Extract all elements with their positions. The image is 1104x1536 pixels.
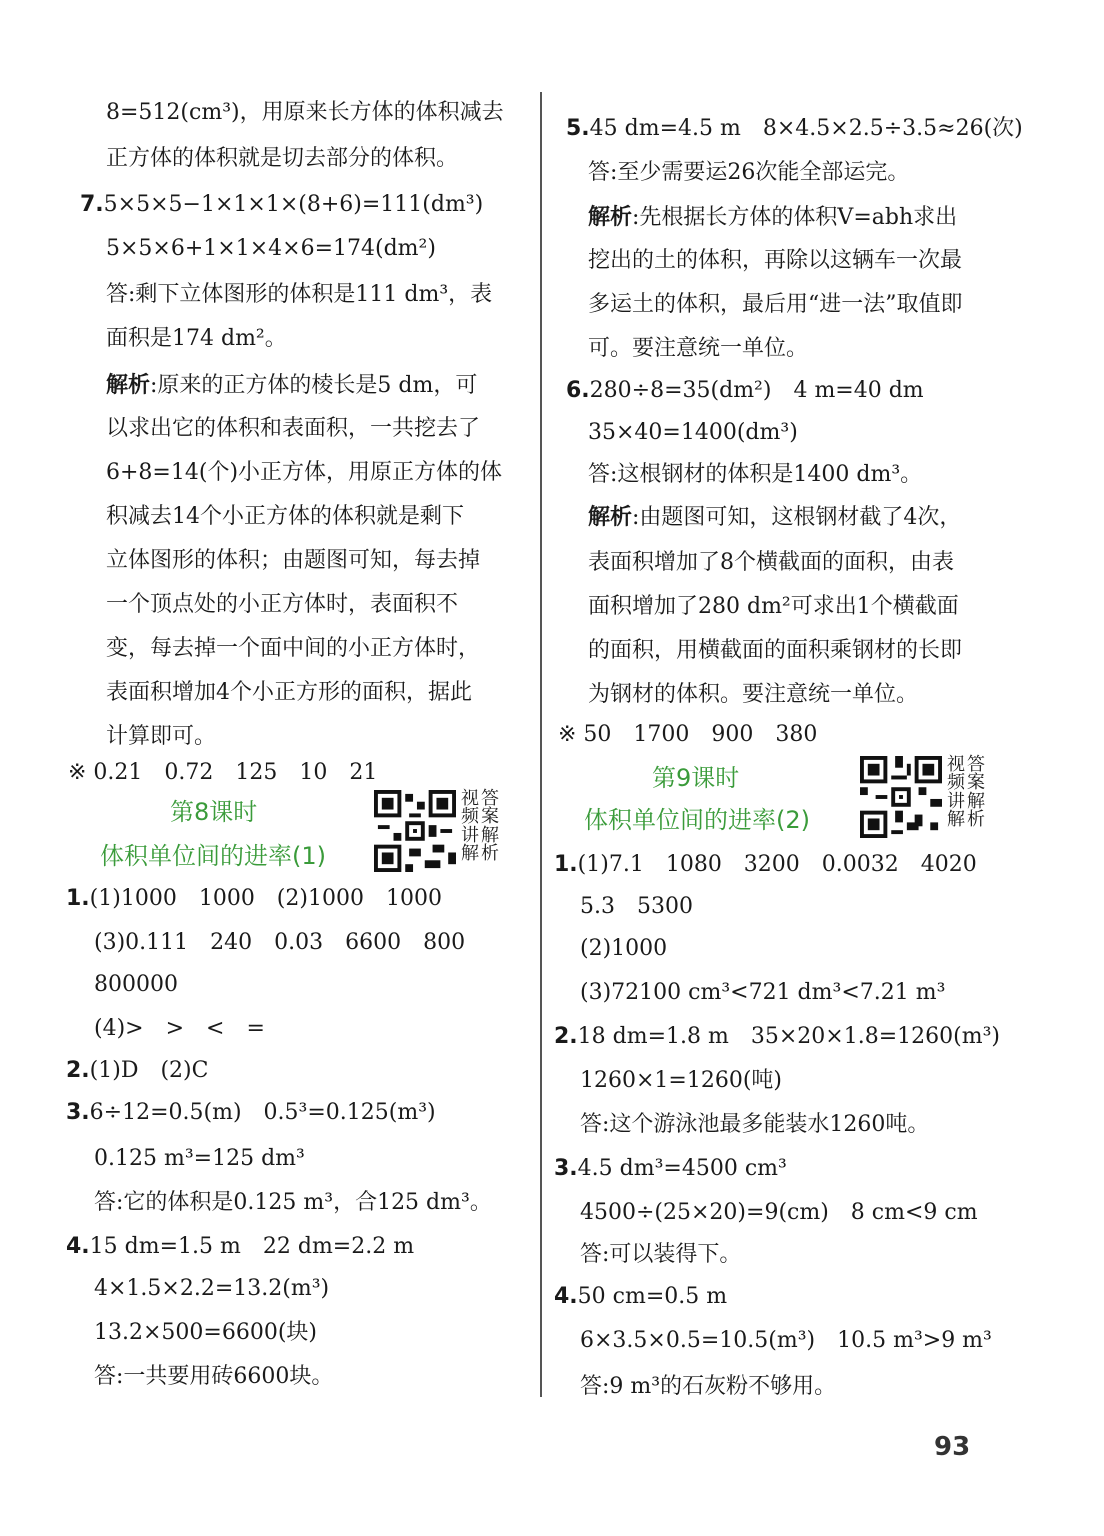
section-heading: [170, 798, 257, 827]
qr-label-char: 视: [461, 788, 479, 809]
answer-line: [588, 336, 808, 362]
line-text: 5.3 5300: [580, 894, 693, 919]
line-text: 13.2×500=6600(块): [94, 1320, 317, 1345]
line-text: 6×3.5×0.5=10.5(m³) 10.5 m³>9 m³: [580, 1328, 992, 1353]
answer-line: [94, 1016, 265, 1042]
line-text: :原来的正方体的棱长是5 dm，可: [150, 373, 478, 398]
answer-line: [66, 1234, 414, 1260]
line-text: 表面积增加4个小正方形的面积，据此: [106, 680, 472, 705]
answer-line: [66, 886, 442, 912]
column-divider: [540, 92, 542, 1397]
line-text: 答:剩下立体图形的体积是111 dm³，表: [106, 282, 493, 307]
qr-code-icon: [374, 790, 456, 872]
line-text: 答:它的体积是0.125 m³，合125 dm³。: [94, 1190, 492, 1215]
answer-line: [66, 1058, 208, 1084]
answer-line: [94, 1146, 305, 1172]
answer-line: [588, 550, 954, 576]
answer-line: [94, 1276, 329, 1302]
answer-line: [554, 1284, 727, 1310]
answer-line: [106, 724, 216, 750]
page-number: 93: [934, 1432, 971, 1462]
line-text: (1)1000 1000 (2)1000 1000: [89, 886, 442, 911]
line-text: 8=512(cm³)，用原来长方体的体积减去: [106, 100, 504, 125]
line-text: 答:这根钢材的体积是1400 dm³。: [588, 462, 923, 487]
qr-label-char: 答: [481, 788, 499, 809]
answer-line: [580, 1112, 929, 1138]
answer-line: [588, 292, 963, 318]
answer-line: [588, 462, 922, 488]
answer-line: [68, 760, 377, 786]
answer-line: [94, 1364, 333, 1390]
answer-line: [94, 930, 465, 956]
line-text: 4.5 dm³=4500 cm³: [577, 1156, 787, 1181]
line-text: 4×1.5×2.2=13.2(m³): [94, 1276, 330, 1301]
answer-line: [580, 1374, 836, 1400]
question-number: 6.: [566, 378, 590, 403]
answer-line: [106, 636, 480, 662]
qr-label-char: 答: [967, 754, 985, 775]
question-number: 4.: [66, 1234, 90, 1259]
answer-line: [588, 682, 918, 708]
line-text: 积减去14个小正方体的体积就是剩下: [106, 504, 464, 529]
answer-line: [106, 460, 502, 486]
line-text: 50 cm=0.5 m: [577, 1284, 728, 1309]
line-text: 6÷12=0.5(m) 0.5³=0.125(m³): [89, 1100, 436, 1125]
line-text: 5×5×6+1×1×4×6=174(dm²): [106, 236, 436, 261]
qr-code-lesson-8[interactable]: 视 频 讲 解 答 案 解 析: [374, 790, 500, 872]
answer-line: [106, 100, 504, 126]
line-text: 答:这个游泳池最多能装水1260吨。: [580, 1112, 930, 1137]
line-text: 正方体的体积就是切去部分的体积。: [106, 146, 459, 171]
line-text: 表面积增加了8个横截面的面积，由表: [588, 550, 954, 575]
line-text: (3)72100 cm³<721 dm³<7.21 m³: [580, 980, 946, 1005]
answer-line: [580, 980, 945, 1006]
section-heading: [100, 842, 326, 871]
question-number: 5.: [566, 116, 590, 141]
question-number: 2.: [554, 1024, 578, 1049]
line-text: (4)> > < =: [94, 1016, 265, 1041]
question-number: 3.: [554, 1156, 578, 1181]
answer-line: [580, 1242, 741, 1268]
answer-line: [106, 548, 480, 574]
answer-line: [106, 146, 458, 172]
line-text: 多运土的体积，最后用“进一法”取值即: [588, 292, 963, 317]
answer-line: [554, 1156, 787, 1182]
line-text: (2)1000: [580, 936, 668, 961]
qr-code-lesson-9[interactable]: 视 频 讲 解 答 案 解 析: [860, 756, 986, 838]
question-number: 4.: [554, 1284, 578, 1309]
question-number: 7.: [80, 192, 104, 217]
line-text: 为钢材的体积。要注意统一单位。: [588, 682, 919, 707]
line-text: ※ 0.21 0.72 125 10 21: [68, 760, 378, 785]
line-text: 变，每去掉一个面中间的小正方体时，: [106, 636, 481, 661]
lesson-title: 体积单位间的进率(1): [100, 842, 326, 870]
answer-line: [94, 1190, 492, 1216]
lesson-title: 体积单位间的进率(2): [584, 806, 810, 834]
lesson-title: 第8课时: [170, 798, 258, 826]
section-heading: [584, 806, 810, 835]
answer-line: [566, 378, 924, 404]
answer-line: [566, 116, 1023, 142]
line-text: 立体图形的体积；由题图可知，每去掉: [106, 548, 481, 573]
answer-line: [588, 160, 909, 186]
line-text: 1260×1=1260(吨): [580, 1068, 783, 1093]
line-text: 答:9 m³的石灰粉不够用。: [580, 1374, 837, 1399]
line-text: 以求出它的体积和表面积，一共挖去了: [106, 416, 481, 441]
answer-line: [580, 1200, 978, 1226]
line-text: 面积增加了280 dm²可求出1个横截面: [588, 594, 959, 619]
answer-line: [106, 592, 458, 618]
line-text: (3)0.111 240 0.03 6600 800: [94, 930, 466, 955]
answer-line: [588, 204, 957, 231]
line-text: 15 dm=1.5 m 22 dm=2.2 m: [89, 1234, 415, 1259]
line-text: 答:可以装得下。: [580, 1242, 742, 1267]
line-text: (1)7.1 1080 3200 0.0032 4020: [577, 852, 977, 877]
answer-line: [558, 722, 817, 748]
question-number: 1.: [66, 886, 90, 911]
answer-line: [588, 638, 962, 664]
qr-label-char: 视: [947, 754, 965, 775]
line-text: 答:至少需要运26次能全部运完。: [588, 160, 910, 185]
line-text: 18 dm=1.8 m 35×20×1.8=1260(m³): [577, 1024, 1000, 1049]
line-text: 可。要注意统一单位。: [588, 336, 809, 361]
answer-line: [80, 192, 483, 218]
line-text: 800000: [94, 972, 178, 997]
lesson-title: 第9课时: [652, 764, 740, 792]
line-text: 6+8=14(个)小正方体，用原正方体的体: [106, 460, 503, 485]
answer-line: [580, 1068, 782, 1094]
line-text: 面积是174 dm²。: [106, 326, 287, 351]
answer-line: [588, 248, 962, 274]
line-text: 的面积，用横截面的面积乘钢材的长即: [588, 638, 963, 663]
answer-line: [106, 236, 436, 262]
line-text: 0.125 m³=125 dm³: [94, 1146, 305, 1171]
question-number: 3.: [66, 1100, 90, 1125]
line-text: 5×5×5−1×1×1×(8+6)=111(dm³): [103, 192, 484, 217]
answer-line: [106, 680, 472, 706]
question-number: 2.: [66, 1058, 90, 1083]
analysis-label: 解析: [588, 504, 633, 530]
answer-line: [106, 326, 287, 352]
analysis-label: 解析: [106, 372, 151, 398]
answer-line: [94, 1320, 317, 1346]
line-text: :由题图可知，这根钢材截了4次，: [632, 505, 962, 530]
answer-line: [106, 372, 477, 399]
question-number: 1.: [554, 852, 578, 877]
line-text: 挖出的土的体积，再除以这辆车一次最: [588, 248, 963, 273]
answer-line: [588, 504, 961, 531]
line-text: 一个顶点处的小正方体时，表面积不: [106, 592, 459, 617]
line-text: (1)D (2)C: [89, 1058, 209, 1083]
answer-line: [106, 416, 480, 442]
line-text: 4500÷(25×20)=9(cm) 8 cm<9 cm: [580, 1200, 978, 1225]
answer-line: [106, 282, 492, 308]
answer-line: [66, 1100, 436, 1126]
answer-line: [580, 936, 667, 962]
analysis-label: 解析: [588, 204, 633, 230]
answer-line: [554, 1024, 1000, 1050]
qr-code-icon: [860, 756, 942, 838]
line-text: 45 dm=4.5 m 8×4.5×2.5÷3.5≈26(次): [589, 116, 1023, 141]
line-text: 答:一共要用砖6600块。: [94, 1364, 334, 1389]
line-text: 35×40=1400(dm³): [588, 420, 798, 445]
line-text: :先根据长方体的体积V=abh求出: [632, 205, 958, 230]
line-text: 280÷8=35(dm²) 4 m=40 dm: [589, 378, 924, 403]
section-heading: [652, 764, 739, 793]
answer-line: [106, 504, 464, 530]
line-text: 计算即可。: [106, 724, 217, 749]
answer-line: [580, 1328, 992, 1354]
answer-line: [94, 972, 178, 998]
answer-line: [588, 594, 959, 620]
line-text: ※ 50 1700 900 380: [558, 722, 818, 747]
answer-line: [580, 894, 693, 920]
answer-line: [554, 852, 977, 878]
answer-line: [588, 420, 798, 446]
